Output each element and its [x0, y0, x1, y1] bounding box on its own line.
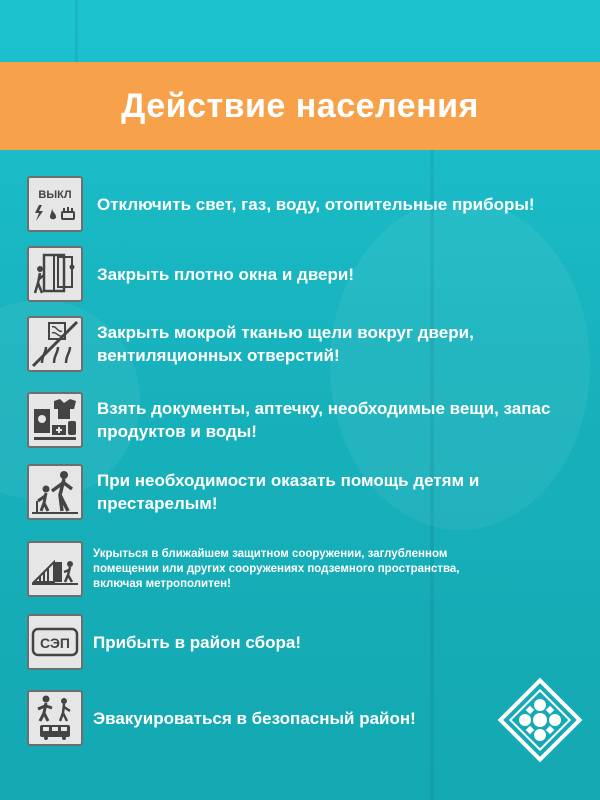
item-text: Укрыться в ближайшем защитном сооружении, заглубленном помещении или других сооружениях подземного пространства, включая метрополитен! — [93, 547, 460, 590]
shelter-icon — [27, 541, 83, 597]
list-item-help-elderly — [27, 464, 587, 520]
item-text: Прибыть в район сбора! — [93, 632, 302, 652]
close-windows-icon — [27, 246, 83, 302]
item-text: Эвакуироваться в безопасный район! — [93, 708, 416, 728]
sep-icon — [27, 614, 83, 670]
item-text: Отключить свет, газ, воду, отопительные приборы! — [97, 194, 535, 214]
seal-gaps-icon — [27, 316, 83, 372]
item-text: Закрыть мокрой тканью щели вокруг двери, вентиляционных отверстий! — [97, 323, 474, 365]
power-off-icon — [27, 176, 83, 232]
evacuation-icon — [27, 690, 83, 746]
page-title: Действие населения — [121, 86, 479, 125]
list-item-close-windows — [27, 246, 587, 302]
list-item-shelter — [27, 541, 587, 597]
item-text: Закрыть плотно окна и двери! — [97, 264, 355, 284]
list-item-documents — [27, 392, 587, 448]
item-text: При необходимости оказать помощь детям и престарелым! — [97, 471, 480, 513]
documents-kit-icon — [27, 392, 83, 448]
power-off-icon-label: ВЫКЛ — [38, 189, 72, 201]
help-elderly-icon — [27, 464, 83, 520]
list-item-seal-gaps — [27, 316, 587, 372]
civil-defense-logo — [497, 677, 583, 763]
list-item-power-off — [27, 176, 587, 232]
item-text: Взять документы, аптечку, необходимые вещи, запас продуктов и воды! — [97, 399, 551, 441]
header-banner — [0, 62, 600, 150]
sep-icon-label: СЭП — [40, 635, 70, 651]
list-item-assembly-point — [27, 614, 587, 670]
background-line — [75, 0, 78, 62]
